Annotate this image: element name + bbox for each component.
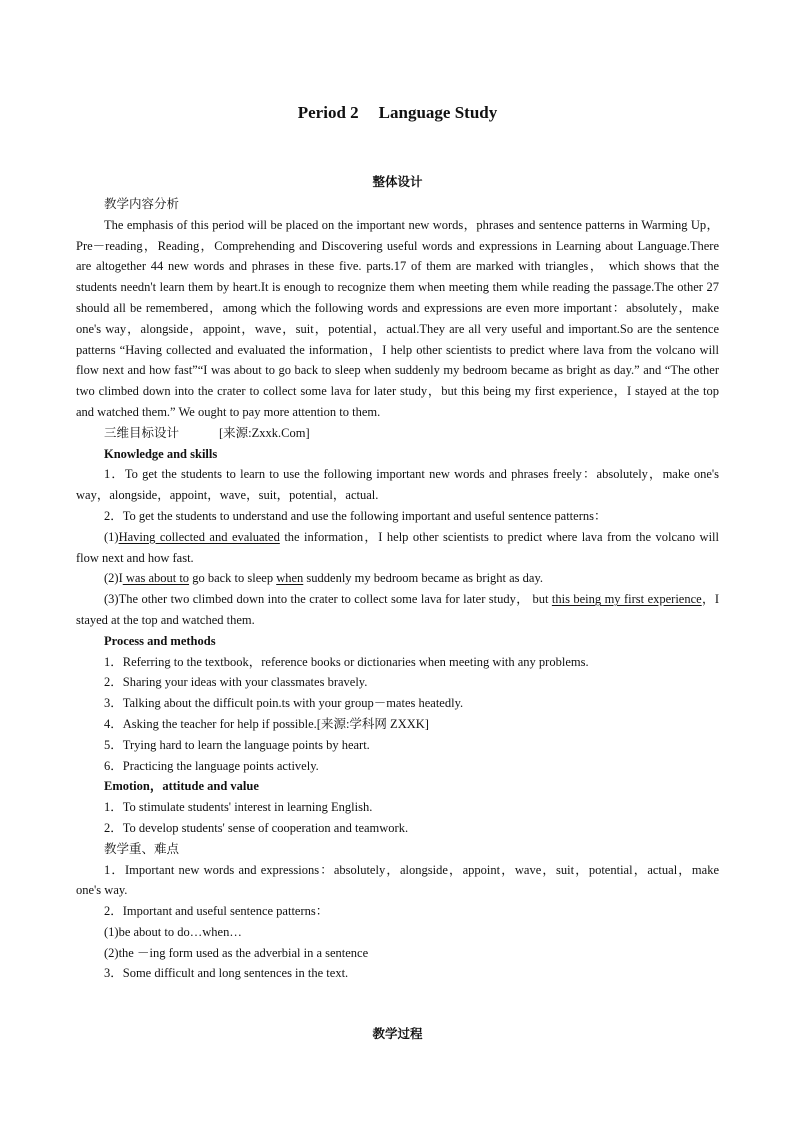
process-item: 6．Practicing the language points actively.	[104, 758, 319, 773]
key-point-item-2: 2．Important and useful sentence patterns：	[104, 904, 329, 919]
sentence-3-prefix: (3)The other two climbed down into the crater to collect some lava for later study， but	[104, 592, 552, 607]
process-item: 4．Asking the teacher for help if possible.[来源:学科网 ZXXK]	[104, 716, 429, 731]
knowledge-item-2: 2．To get the students to understand and use the following important and useful sentence patterns：	[104, 508, 607, 523]
procedure-heading: 教学过程	[372, 1026, 423, 1041]
title-period: Period 2	[297, 103, 359, 122]
goals-heading-line	[76, 423, 719, 444]
content-analysis-paragraph: The emphasis of this period will be placed on the important new words，phrases and sentence patterns in Warming Up，Pre－reading，Reading，Comprehending and Discovering useful words and expressions in Learning about Language.There are altogether 44 new words and phrases in these five. parts.17 of them are marked with triangles， which shows that the students needn't learn them by heart.It is enough to recognize them when meeting them while reading the passage.The other 27 should all be remembered，among which the following words and expressions are even more important：absolutely，make one's way，alongside，appoint，wave，suit，potential，actual.They are all very useful and important.So are the sentence patterns “Having collected and evaluated the information，I help other scientists to predict where lava from the volcano will flow next and how fast”“I was about to go back to sleep when suddenly my bedroom became as bright as day.” and “The other two climbed down into the crater to collect some lava for later study，but this being my first experience，I stayed at the top and watched them.” We ought to pay more attention to them.	[76, 217, 719, 419]
sentence-pattern-2	[76, 568, 719, 589]
sentence-pattern-3	[76, 589, 719, 631]
sentence-1-rest: the information，I help other scientists to predict where lava from the volcano will flow next and how fast.	[76, 529, 719, 565]
goals-source: [来源:Zxxk.Com]	[219, 425, 310, 440]
key-points-heading: 教学重、难点	[104, 840, 180, 856]
document-body	[76, 194, 719, 984]
goals-heading: 三维目标设计	[104, 424, 180, 440]
emotion-item: 2．To develop students' sense of cooperation and teamwork.	[104, 820, 409, 835]
sentence-2-underlined-1: was about to	[122, 571, 190, 586]
sentence-2-middle: go back to sleep	[189, 571, 277, 586]
document-title	[76, 103, 719, 123]
sentence-2-rest: suddenly my bedroom became as bright as day.	[303, 571, 544, 586]
key-point-sub-1: (1)be about to do…when…	[104, 924, 242, 939]
key-point-item-3: 3．Some difficult and long sentences in the text.	[104, 966, 349, 981]
process-item: 3．Talking about the difficult poin.ts with your group－mates heatedly.	[104, 696, 464, 711]
sentence-pattern-1	[76, 527, 719, 569]
process-item: 5．Trying hard to learn the language points by heart.	[104, 737, 370, 752]
sentence-2-prefix: (2)I	[104, 571, 123, 586]
knowledge-item-1: 1．To get the students to learn to use the following important new words and phrases freely：absolutely，make one's way，alongside，appoint，wave，suit，potential，actual.	[76, 467, 719, 503]
sentence-2-underlined-2: when	[276, 571, 304, 586]
emotion-heading: Emotion，attitude and value	[104, 779, 259, 794]
key-point-sub-2: (2)the －ing form used as the adverbial in a sentence	[104, 945, 369, 960]
process-item: 2．Sharing your ideas with your classmates bravely.	[104, 675, 368, 690]
sentence-3-rest: ，I stayed at the top and watched them.	[76, 592, 719, 627]
key-point-item-1: 1．Important new words and expressions：absolutely，alongside，appoint，wave，suit，potential，actual，make one's way.	[76, 862, 719, 898]
process-heading: Process and methods	[104, 633, 216, 648]
knowledge-heading: Knowledge and skills	[104, 446, 218, 461]
overall-design-heading: 整体设计	[372, 174, 423, 189]
title-topic: Language Study	[378, 103, 498, 122]
sentence-3-underlined: this being my first experience	[551, 592, 702, 607]
emotion-item: 1．To stimulate students' interest in learning English.	[104, 800, 373, 815]
sentence-1-underlined: Having collected and evaluated	[118, 529, 280, 544]
process-item: 1．Referring to the textbook，reference books or dictionaries when meeting with any problems.	[104, 654, 589, 669]
content-analysis-heading: 教学内容分析	[104, 196, 180, 211]
sentence-1-prefix: (1)	[104, 529, 119, 544]
